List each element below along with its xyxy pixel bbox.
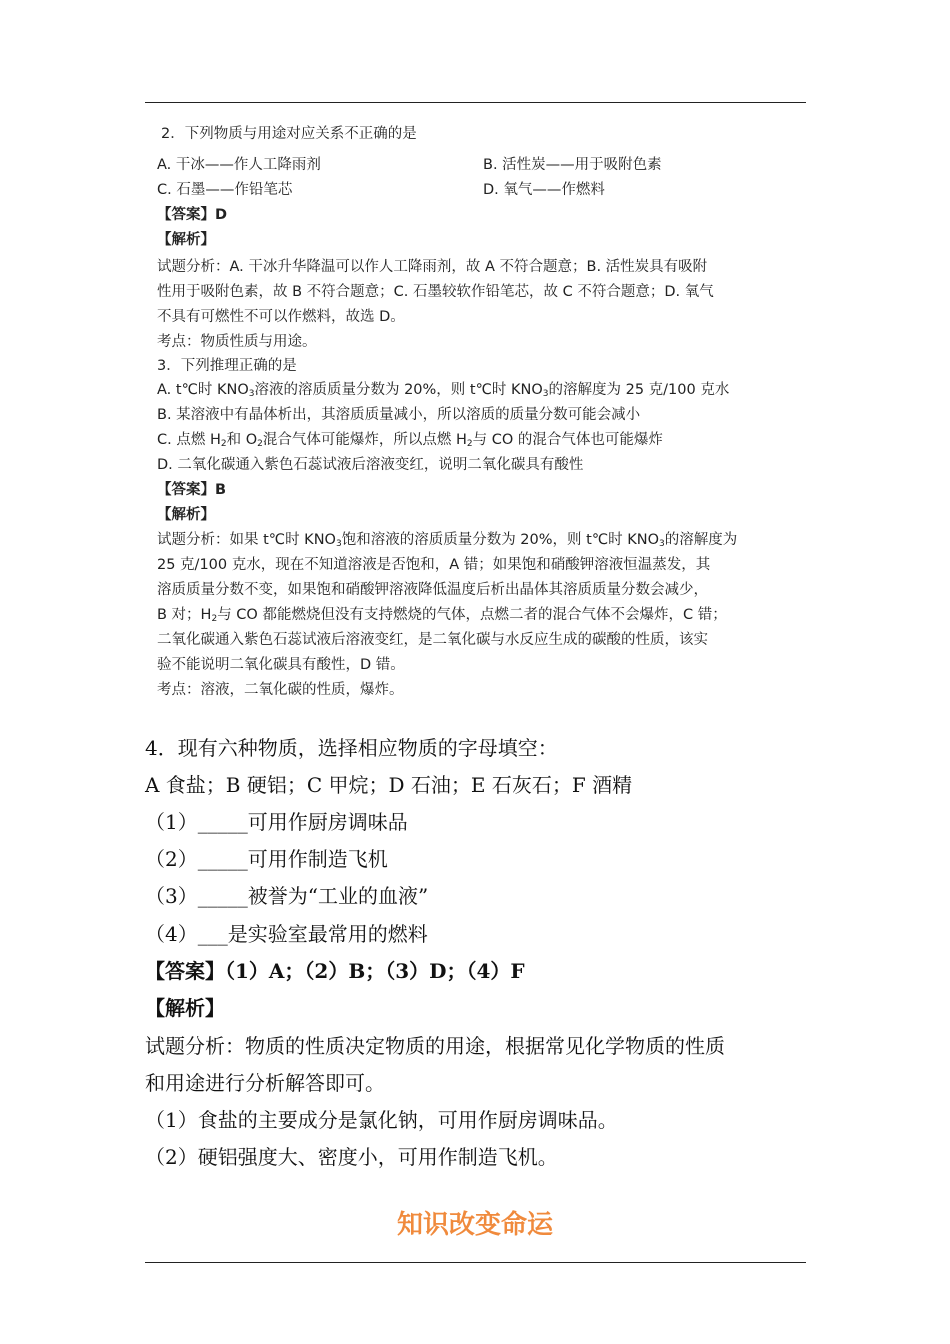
q2-kaodian: 考点：物质性质与用途。 [157, 334, 317, 350]
q2-analysis-heading: 【解析】 [157, 232, 215, 248]
q3-kaodian: 考点：溶液，二氧化碳的性质，爆炸。 [157, 682, 404, 698]
q3-analysis-line: 二氧化碳通入紫色石蕊试液后溶液变红，是二氧化碳与水反应生成的碳酸的性质，该实 [157, 632, 708, 648]
q2-option-a: A. 干冰——作人工降雨剂 [157, 157, 321, 173]
q3-analysis-heading: 【解析】 [157, 507, 215, 523]
q2-analysis-line: 试题分析：A. 干冰升华降温可以作人工降雨剂，故 A 不符合题意；B. 活性炭具有吸附 [157, 259, 708, 275]
footer-rule [145, 1262, 806, 1263]
q2-option-d: D. 氧气——作燃料 [483, 182, 605, 198]
q4-item-4: （4）___是实验室最常用的燃料 [145, 922, 428, 946]
q3-analysis-line: 溶质质量分数不变，如果饱和硝酸钾溶液降低温度后析出晶体其溶质质量分数会减少， [157, 582, 708, 598]
header-rule [145, 102, 806, 103]
q4-analysis-line: 试题分析：物质的性质决定物质的用途，根据常见化学物质的性质 [145, 1034, 725, 1058]
q2-analysis-line: 性用于吸附色素，故 B 不符合题意；C. 石墨较软作铅笔芯，故 C 不符合题意；D. 氧气 [157, 284, 714, 300]
q4-choices: A 食盐；B 硬铝；C 甲烷；D 石油；E 石灰石；F 酒精 [145, 773, 633, 797]
q3-analysis-line: 25 克/100 克水，现在不知道溶液是否饱和，A 错；如果饱和硝酸钾溶液恒温蒸发，其 [157, 557, 711, 573]
q2-stem: 2．下列物质与用途对应关系不正确的是 [161, 126, 417, 142]
q3-analysis-line: 试题分析：如果 t℃时 $KNO_3$饱和溶液的溶质质量分数为 20%，则 t℃时 $KNO_3$的溶解度为 [157, 532, 738, 549]
q3-option-c: C. 点燃 $H_2$和 $O_2$混合气体可能爆炸，所以点燃 $H_2$与 CO 的混合气体也可能爆炸 [157, 432, 663, 449]
q4-item-2: （2）_____可用作制造飞机 [145, 847, 388, 871]
q2-option-c: C. 石墨——作铅笔芯 [157, 182, 293, 198]
q3-answer: 【答案】B [157, 482, 227, 498]
q4-stem: 4．现有六种物质，选择相应物质的字母填空： [145, 736, 558, 760]
q3-option-a: A. t℃时 $KNO_3$溶液的溶质质量分数为 20%，则 t℃时 $KNO_3$的溶解度为 25 克/100 克水 [157, 382, 730, 399]
q3-option-d: D. 二氧化碳通入紫色石蕊试液后溶液变红，说明二氧化碳具有酸性 [157, 457, 584, 473]
q3-analysis-line: B 对；$H_2$与 CO 都能燃烧但没有支持燃烧的气体，点燃二者的混合气体不会爆炸，C 错； [157, 607, 727, 624]
q4-answer: 【答案】（1）A；（2）B；（3）D；（4）F [145, 959, 525, 983]
q2-option-b: B. 活性炭——用于吸附色素 [483, 157, 662, 173]
q2-answer: 【答案】D [157, 207, 228, 223]
q3-stem: 3．下列推理正确的是 [157, 358, 297, 374]
q4-analysis-line: （1）食盐的主要成分是氯化钠，可用作厨房调味品。 [145, 1108, 618, 1132]
q4-item-1: （1）_____可用作厨房调味品 [145, 810, 408, 834]
q4-analysis-line: （2）硬铝强度大、密度小，可用作制造飞机。 [145, 1145, 558, 1169]
q4-analysis-heading: 【解析】 [145, 996, 225, 1020]
q4-item-3: （3）_____被誉为“工业的血液” [145, 884, 429, 908]
footer-motto: 知识改变命运 [396, 1210, 553, 1240]
q3-analysis-line: 验不能说明二氧化碳具有酸性，D 错。 [157, 657, 405, 673]
q4-analysis-line: 和用途进行分析解答即可。 [145, 1071, 385, 1095]
q3-option-b: B. 某溶液中有晶体析出，其溶质质量减小，所以溶质的质量分数可能会减小 [157, 407, 641, 423]
q2-analysis-line: 不具有可燃性不可以作燃料，故选 D。 [157, 309, 405, 325]
